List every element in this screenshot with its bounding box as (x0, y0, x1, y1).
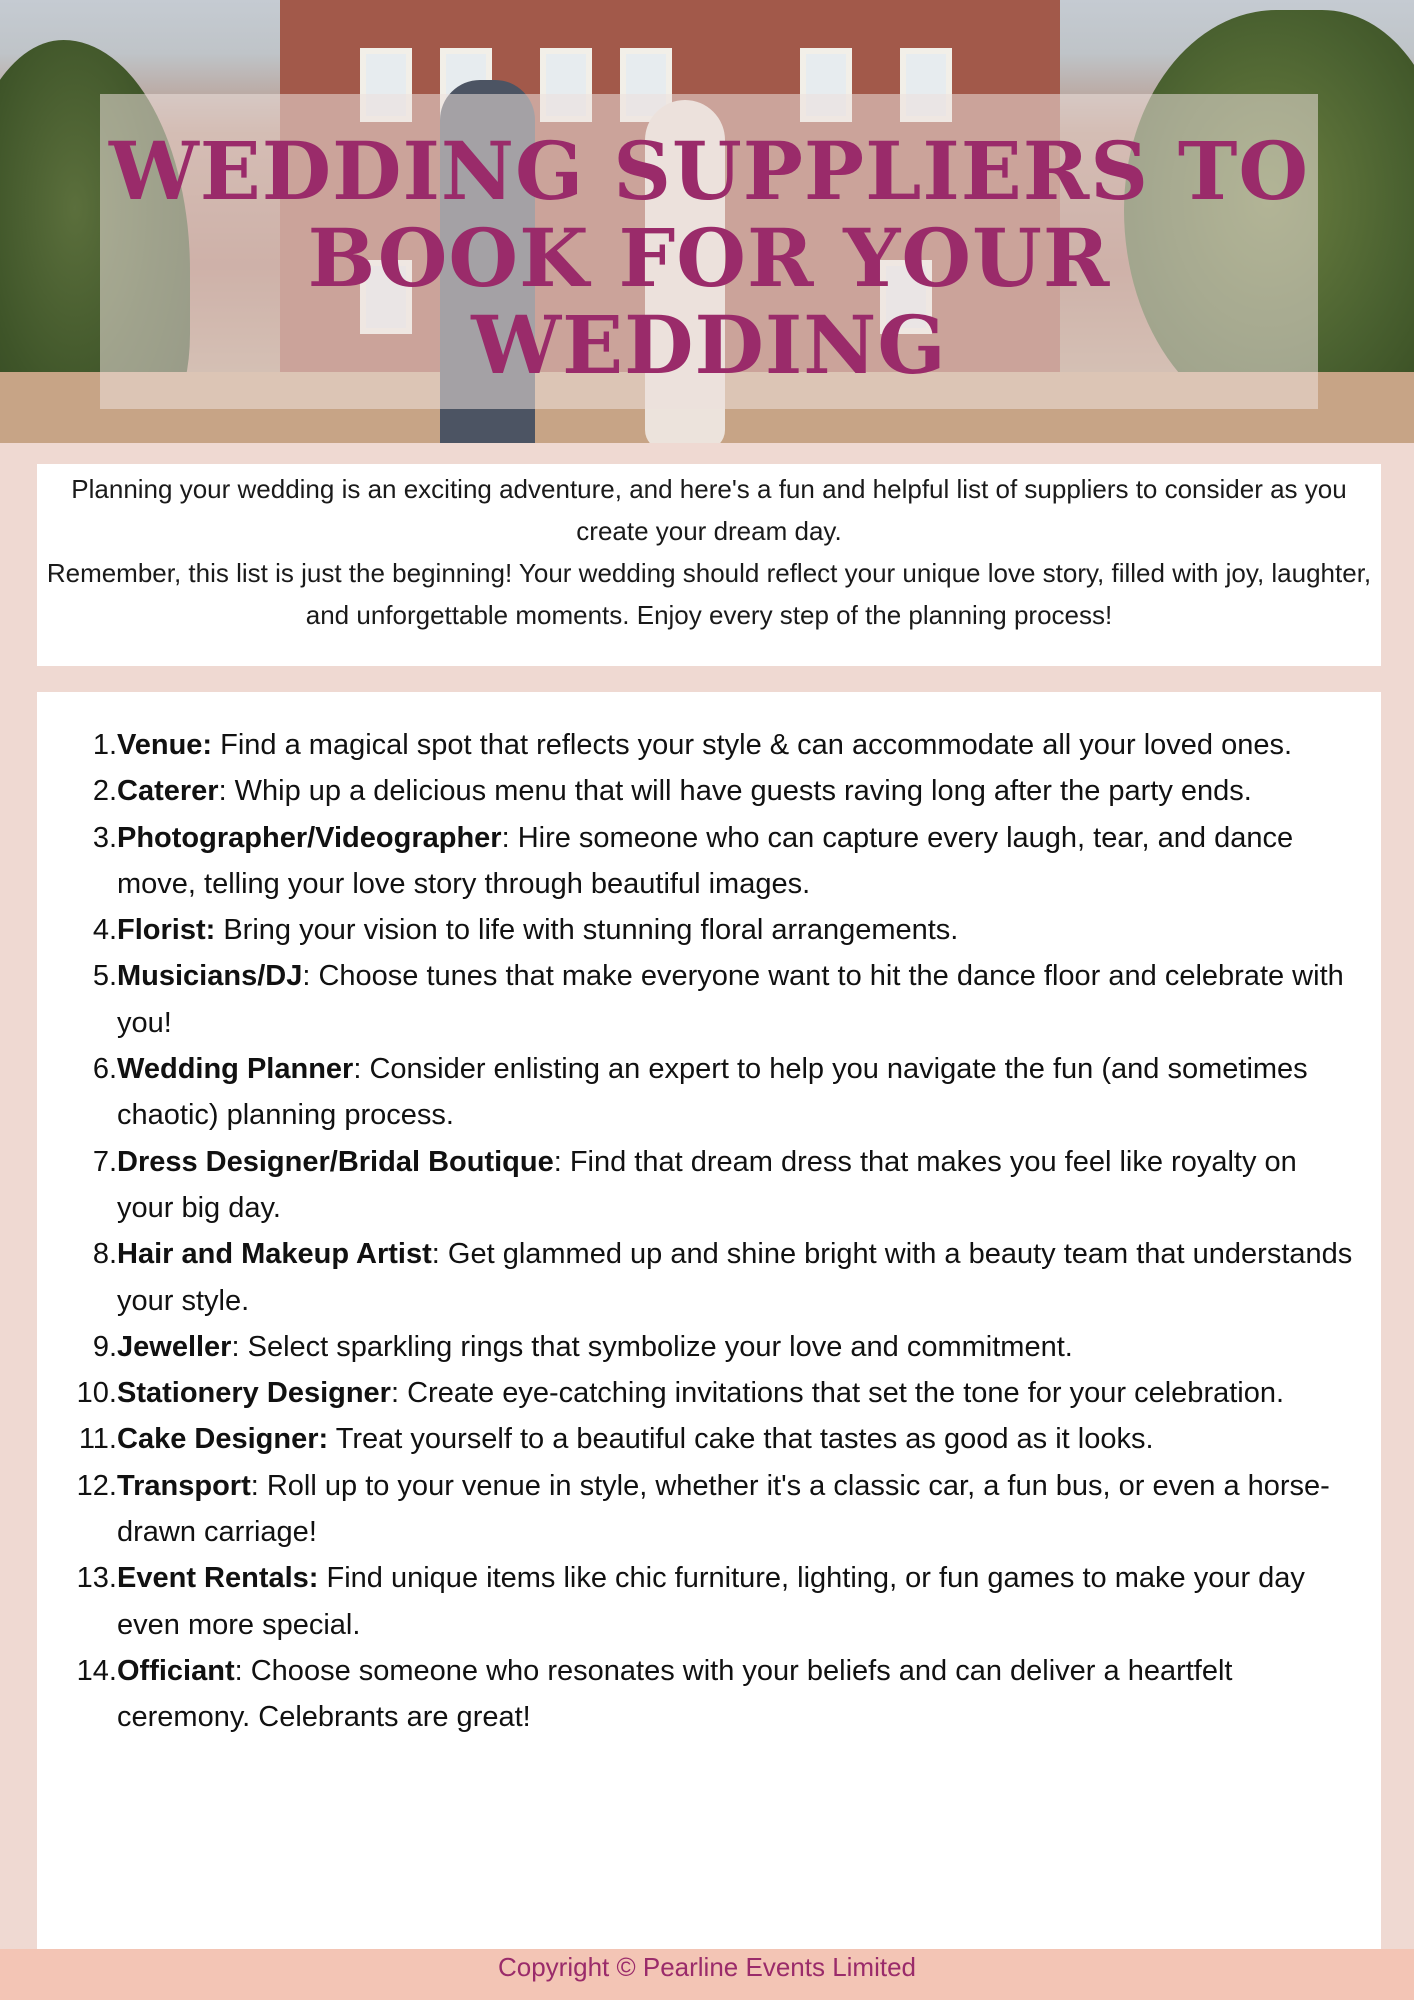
list-item (37, 1416, 1381, 1462)
item-number: 8. (92, 1238, 117, 1271)
supplier-name: Musicians/DJ (117, 960, 303, 993)
item-number: 14. (76, 1654, 117, 1687)
list-item (37, 953, 1381, 1046)
supplier-description: Treat yourself to a beautiful cake that tastes as good as it looks. (328, 1423, 1154, 1456)
item-number: 2. (92, 775, 117, 808)
hero-banner (0, 0, 1414, 443)
list-item (37, 907, 1381, 953)
supplier-list-card (37, 692, 1381, 1949)
supplier-name: Jeweller (117, 1330, 232, 1363)
supplier-description: Find unique items like chic furniture, lighting, or fun games to make your day even more special. (117, 1562, 1305, 1641)
footer (0, 1949, 1414, 2000)
item-number: 3. (92, 821, 117, 854)
supplier-description: : Select sparkling rings that symbolize your love and commitment. (231, 1330, 1073, 1363)
supplier-list (37, 722, 1381, 1741)
supplier-description: : Roll up to your venue in style, whether it's a classic car, a fun bus, or even a horse-drawn carriage! (117, 1469, 1330, 1549)
supplier-name: Photographer/Videographer (117, 821, 502, 854)
supplier-description: : Choose someone who resonates with your beliefs and can deliver a heartfelt ceremony. Celebrants are great! (117, 1654, 1233, 1734)
supplier-name: Cake Designer: (117, 1423, 329, 1456)
intro-paragraph: Planning your wedding is an exciting adventure, and here's a fun and helpful list of suppliers to consider as you create your dream day. (71, 474, 1347, 546)
item-number: 10. (76, 1377, 117, 1410)
item-number: 12. (76, 1469, 117, 1502)
item-number: 5. (92, 960, 117, 993)
list-item (37, 1463, 1381, 1556)
item-number: 1. (92, 729, 117, 761)
supplier-description: : Whip up a delicious menu that will have guests raving long after the party ends. (218, 775, 1252, 808)
supplier-name: Florist: (117, 914, 216, 947)
supplier-name: Officiant (117, 1654, 235, 1687)
list-item (37, 1648, 1381, 1741)
supplier-description: : Find that dream dress that makes you feel like royalty on your big day. (117, 1145, 1297, 1224)
list-item (37, 768, 1381, 814)
item-number: 6. (92, 1053, 117, 1086)
intro-card (37, 464, 1381, 666)
supplier-description: : Hire someone who can capture every laugh, tear, and dance move, telling your love story through beautiful images. (117, 821, 1294, 900)
item-number: 9. (92, 1330, 117, 1363)
supplier-description: Bring your vision to life with stunning floral arrangements. (215, 914, 959, 947)
list-item (37, 1555, 1381, 1648)
list-item (37, 1231, 1381, 1324)
supplier-description: : Get glammed up and shine bright with a beauty team that understands your style. (117, 1238, 1353, 1317)
item-number: 13. (76, 1562, 117, 1595)
item-number: 4. (92, 914, 117, 947)
intro-paragraph: Remember, this list is just the beginning! Your wedding should reflect your unique love story, filled with joy, laughter, and unforgettable moments. Enjoy every step of the planning process! (46, 558, 1372, 630)
list-item (37, 815, 1381, 908)
supplier-description: : Consider enlisting an expert to help you navigate the fun (and sometimes chaotic) planning process. (117, 1053, 1308, 1132)
list-item (37, 722, 1381, 768)
list-item (37, 1370, 1381, 1416)
copyright-text: Copyright © Pearline Events Limited (497, 1952, 917, 1982)
supplier-description: : Choose tunes that make everyone want to hit the dance floor and celebrate with you! (117, 960, 1344, 1039)
supplier-description: Find a magical spot that reflects your style & can accommodate all your loved ones. (212, 729, 1293, 761)
supplier-name: Venue: (117, 729, 213, 761)
supplier-name: Event Rentals: (117, 1562, 319, 1595)
page-title: WEDDING SUPPLIERS TO BOOK FOR YOUR WEDDING (108, 124, 1310, 392)
supplier-name: Hair and Makeup Artist (117, 1238, 432, 1271)
item-number: 11. (78, 1423, 117, 1456)
supplier-name: Caterer (117, 775, 219, 808)
supplier-name: Wedding Planner (117, 1053, 354, 1086)
list-item (37, 1139, 1381, 1232)
list-item (37, 1046, 1381, 1139)
list-item (37, 1324, 1381, 1370)
supplier-name: Dress Designer/Bridal Boutique (117, 1145, 554, 1178)
supplier-name: Stationery Designer (117, 1377, 391, 1410)
item-number: 7. (92, 1145, 117, 1178)
supplier-description: : Create eye-catching invitations that set the tone for your celebration. (390, 1377, 1285, 1410)
supplier-name: Transport (117, 1469, 251, 1502)
